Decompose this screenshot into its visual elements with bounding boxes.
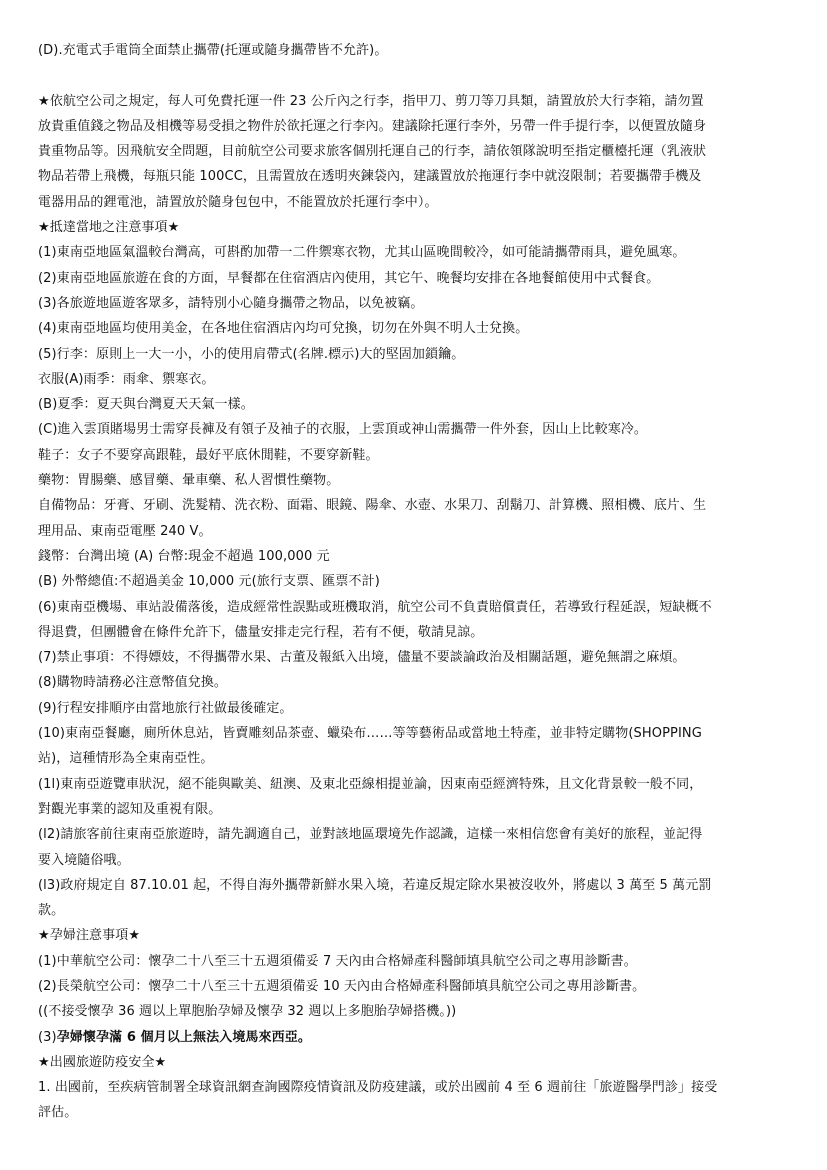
line-text: (l3)政府規定自 87.10.01 起，不得自海外攜帶新鮮水果入境，若違反規定除水果被沒收外，將處以 3 萬至 5 萬元罰 xyxy=(38,877,712,893)
text-line xyxy=(38,342,790,367)
text-line xyxy=(38,1050,790,1075)
line-text: (1l)東南亞遊覽車狀況，絕不能與歐美、紐澳、及東北亞線相提並論，因東南亞經濟特殊，且文化背景較一般不同， xyxy=(38,776,703,792)
text-line xyxy=(38,595,790,620)
line-text: (1)中華航空公司：懷孕二十八至三十五週須備妥 7 天內由合格婦產科醫師填具航空公司之專用診斷書。 xyxy=(38,953,637,969)
text-line xyxy=(38,746,790,771)
line-text: 得退費，但團體會在條件允許下，儘量安排走完行程，若有不便，敬請見諒。 xyxy=(38,624,484,640)
text-line xyxy=(38,215,790,240)
text-line xyxy=(38,240,790,265)
line-text: 貴重物品等。因飛航安全問題，目前航空公司要求旅客個別托運自己的行李，請依領隊說明至指定櫃檯托運（乳液狀 xyxy=(38,144,707,160)
line-text: (l2)請旅客前往東南亞旅遊時，請先調適自己，並對該地區環境先作認識，這樣一來相信您會有美好的旅程，並記得 xyxy=(38,827,703,843)
line-text: 放貴重值錢之物品及相機等易受損之物件於欲托運之行李內。建議除托運行李外，另帶一件手提行李，以便置放隨身 xyxy=(38,118,707,134)
line-text: (9)行程安排順序由當地旅行社做最後確定。 xyxy=(38,700,293,716)
text-line xyxy=(38,949,790,974)
text-line xyxy=(38,1100,790,1125)
text-line xyxy=(38,367,790,392)
line-text: (10)東南亞餐廳，廁所休息站，皆賣雕刻品茶壺、蠟染布……等等藝術品或當地土特產，並非特定購物(SHOPPING xyxy=(38,726,702,742)
text-line xyxy=(38,139,790,164)
line-text: 電器用品的鋰電池，請置放於隨身包包中，不能置放於托運行李中）。 xyxy=(38,194,438,210)
text-line xyxy=(38,493,790,518)
text-line xyxy=(38,392,790,417)
line-text: 站)，這種情形為全東南亞性。 xyxy=(38,751,214,767)
text-line xyxy=(38,974,790,999)
line-text: (8)購物時請務必注意幣值兌換。 xyxy=(38,675,228,691)
line-text: (2)東南亞地區旅遊在食的方面，早餐都在住宿酒店內使用，其它午、晚餐均安排在各地餐館使用中式餐食。 xyxy=(38,270,660,286)
text-line xyxy=(38,468,790,493)
line-text: (1)東南亞地區氣溫較台灣高，可斟酌加帶一二件禦寒衣物，尤其山區晚間較冷，如可能請攜帶雨具，避免風寒。 xyxy=(38,245,686,261)
line-text: 評估。 xyxy=(38,1105,78,1121)
line-text: (B) 外幣總值:不超過美金 10,000 元(旅行支票、匯票不計) xyxy=(38,574,380,590)
text-line xyxy=(38,266,790,291)
text-line xyxy=(38,620,790,645)
line-text: ★出國旅遊防疫安全★ xyxy=(38,1054,167,1070)
text-line xyxy=(38,797,790,822)
text-line xyxy=(38,417,790,442)
line-text: 藥物：胃腸藥、感冒藥、暈車藥、私人習慣性藥物。 xyxy=(38,473,340,489)
text-line xyxy=(38,544,790,569)
line-text: 款。 xyxy=(38,903,65,919)
text-line xyxy=(38,164,790,189)
line-text: (C)進入雲頂賭場男士需穿長褲及有領子及袖子的衣服，上雲頂或神山需攜帶一件外套，因山上比較寒冷。 xyxy=(38,422,648,438)
text-line xyxy=(38,772,790,797)
text-line xyxy=(38,721,790,746)
line-text: 理用品、東南亞電壓 240 V。 xyxy=(38,523,212,539)
text-line xyxy=(38,316,790,341)
text-line xyxy=(38,696,790,721)
document-page xyxy=(38,38,790,1126)
text-line xyxy=(38,114,790,139)
text-line xyxy=(38,999,790,1024)
line-text: (6)東南亞機場、車站設備落後，造成經常性誤點或班機取消，航空公司不負責賠償責任，若導致行程延誤，短缺概不 xyxy=(38,599,712,615)
text-line xyxy=(38,291,790,316)
text-line xyxy=(38,873,790,898)
line-text: 1. 出國前，至疾病管制署全球資訊網查詢國際疫情資訊及防疫建議，或於出國前 4 至 6 週前往「旅遊醫學門診」接受 xyxy=(38,1080,718,1096)
line-text: 衣服(A)雨季：雨傘、禦寒衣。 xyxy=(38,371,215,387)
text-line xyxy=(38,569,790,594)
text-line xyxy=(38,89,790,114)
line-text: 鞋子：女子不要穿高跟鞋，最好平底休閒鞋，不要穿新鞋。 xyxy=(38,447,379,463)
line-text: (B)夏季：夏天與台灣夏天天氣一樣。 xyxy=(38,397,254,413)
line-text: 錢幣：台灣出境 (A) 台幣:現金不超過 100,000 元 xyxy=(38,548,330,564)
text-line xyxy=(38,1075,790,1100)
line-text: 要入境隨俗哦。 xyxy=(38,852,130,868)
text-line xyxy=(38,443,790,468)
line-text: ((不接受懷孕 36 週以上單胞胎孕婦及懷孕 32 週以上多胞胎孕婦搭機。)) xyxy=(38,1004,457,1020)
text-line xyxy=(38,898,790,923)
blank-line xyxy=(38,63,790,88)
text-line xyxy=(38,38,790,63)
line-text: 物品若帶上飛機，每瓶只能 100CC，且需置放在透明夾鍊袋內，建議置放於拖運行李中就沒限制；若要攜帶手機及 xyxy=(38,169,702,185)
line-text: (3)各旅遊地區遊客眾多，請特別小心隨身攜帶之物品，以免被竊。 xyxy=(38,295,424,311)
text-line xyxy=(38,848,790,873)
line-text: ★依航空公司之規定，每人可免費托運一件 23 公斤內之行李，指甲刀、剪刀等刀具類，請置放於大行李箱，請勿置 xyxy=(38,93,704,109)
text-line xyxy=(38,670,790,695)
line-text: (2)長榮航空公司：懷孕二十八至三十五週須備妥 10 天內由合格婦產科醫師填具航空公司之專用診斷書。 xyxy=(38,978,646,994)
line-text: (3) xyxy=(38,1029,57,1045)
text-line xyxy=(38,822,790,847)
line-text: (4)東南亞地區均使用美金，在各地住宿酒店內均可兌換，切勿在外與不明人士兌換。 xyxy=(38,321,529,337)
line-text: (5)行李：原則上一大一小，小的使用肩帶式(名牌.標示)大的堅固加鎖鑰。 xyxy=(38,346,465,362)
text-line xyxy=(38,1025,790,1050)
text-line xyxy=(38,645,790,670)
line-bold-text: 孕婦懷孕滿 6 個月以上無法入境馬來西亞。 xyxy=(56,1029,311,1045)
text-line xyxy=(38,190,790,215)
line-text: ★孕婦注意事項★ xyxy=(38,928,141,944)
line-text: ★抵達當地之注意事項★ xyxy=(38,220,180,236)
text-line xyxy=(38,519,790,544)
text-line xyxy=(38,923,790,948)
line-text: 對觀光事業的認知及重視有限。 xyxy=(38,801,222,817)
line-text: (D).充電式手電筒全面禁止攜帶(托運或隨身攜帶皆不允許)。 xyxy=(38,43,388,58)
line-text: 自備物品：牙膏、牙刷、洗髮精、洗衣粉、面霜、眼鏡、陽傘、水壺、水果刀、刮鬍刀、計算機、照相機、底片、生 xyxy=(38,498,707,514)
line-text: (7)禁止事項：不得嫖妓，不得攜帶水果、古董及報紙入出境，儘量不要談論政治及相關話題，避免無謂之麻煩。 xyxy=(38,650,686,666)
